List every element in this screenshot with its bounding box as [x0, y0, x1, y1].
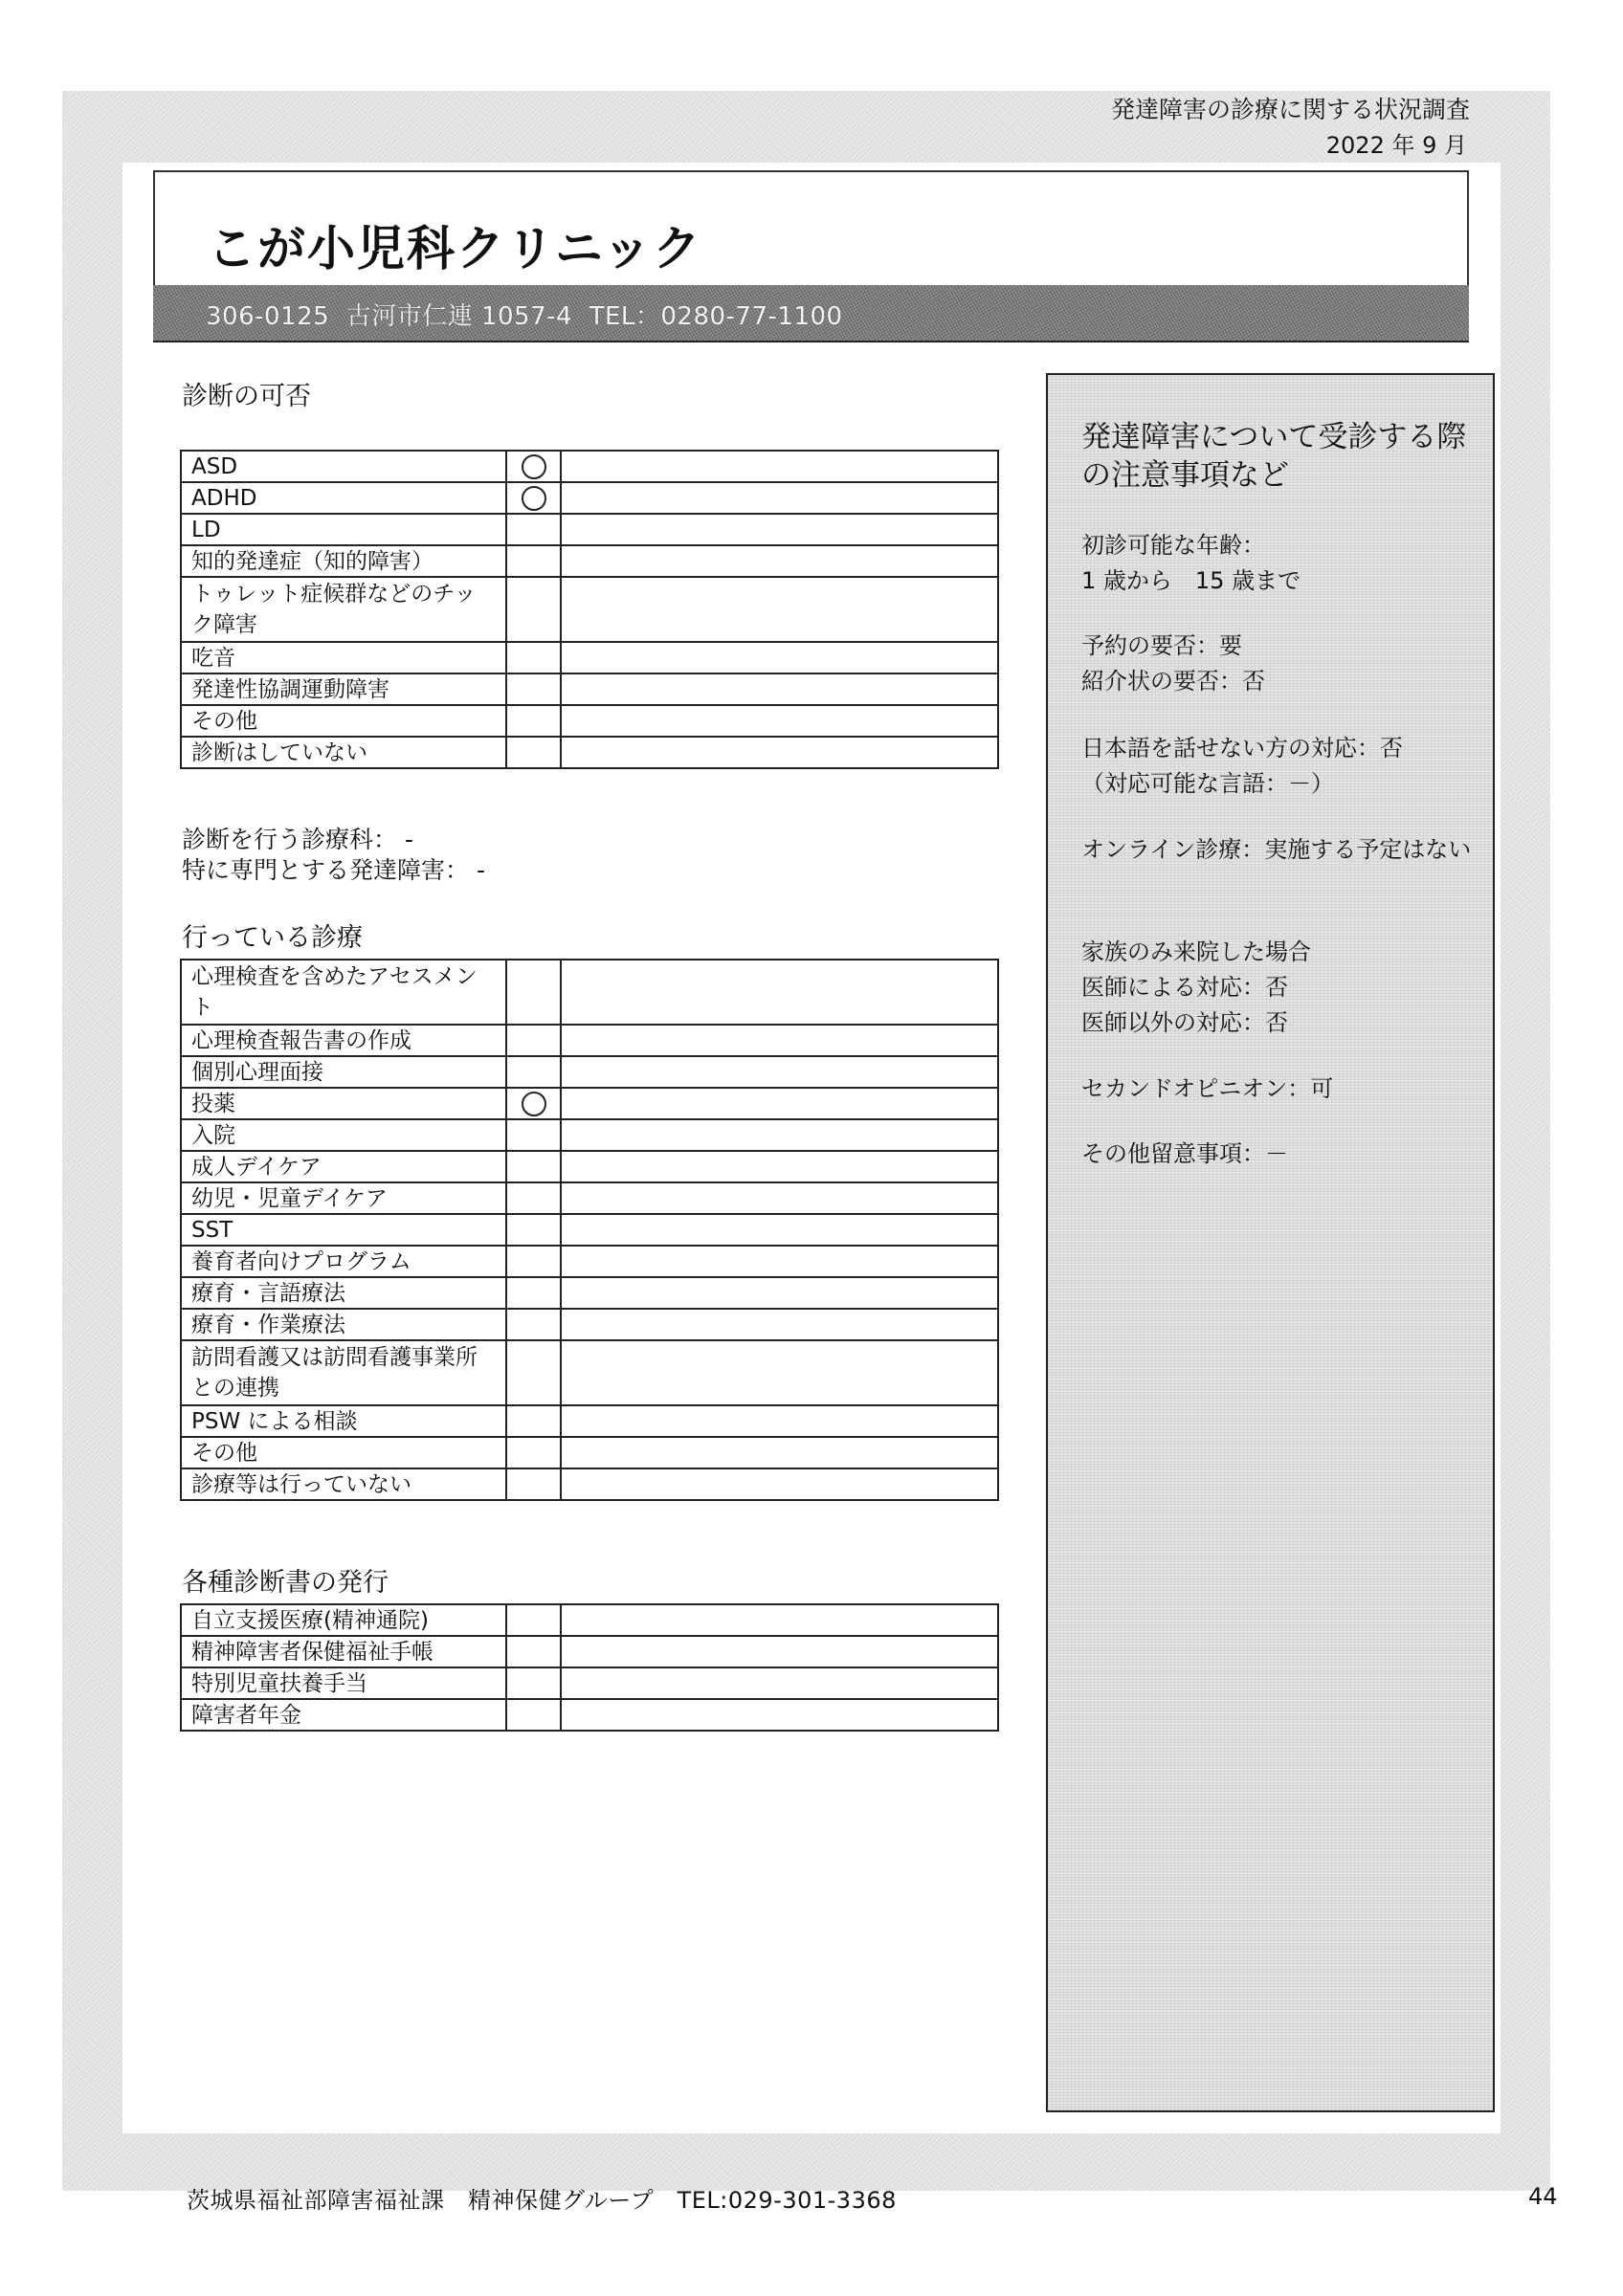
- supported-languages: （対応可能な言語：－）: [1081, 770, 1334, 797]
- note-cell: [561, 545, 998, 577]
- table-row: [181, 1214, 998, 1246]
- row-label: 自立支援医療(精神通院): [181, 1604, 506, 1636]
- diagnosis-department: 診断を行う診療科： -: [182, 826, 413, 853]
- mark-cell: [506, 1405, 561, 1437]
- row-label: 個別心理面接: [181, 1056, 506, 1088]
- note-cell: [561, 1604, 998, 1636]
- row-label: 診断はしていない: [181, 737, 506, 768]
- table-row: [181, 1309, 998, 1340]
- row-label: 吃音: [181, 642, 506, 673]
- other-notes: その他留意事項：－: [1081, 1140, 1288, 1167]
- mark-cell: [506, 1277, 561, 1309]
- mark-cell: [506, 1604, 561, 1636]
- note-cell: [561, 1151, 998, 1182]
- row-label: その他: [181, 1437, 506, 1468]
- note-cell: [561, 1214, 998, 1246]
- row-label: 特別児童扶養手当: [181, 1667, 506, 1699]
- survey-date: 2022 年 9 月: [1325, 132, 1467, 159]
- diagnosis-specialty: 特に専門とする発達障害： -: [182, 856, 485, 884]
- page-number: 44: [1528, 2183, 1558, 2210]
- survey-title: 発達障害の診療に関する状況調査: [1110, 96, 1470, 123]
- mark-cell: [506, 1309, 561, 1340]
- online-consultation: オンライン診療：実施する予定はない: [1081, 836, 1472, 863]
- row-label: 養育者向けプログラム: [181, 1246, 506, 1277]
- mark-cell: [506, 1088, 561, 1119]
- table-row: [181, 451, 998, 482]
- row-label: SST: [181, 1214, 506, 1246]
- table-row: [181, 514, 998, 545]
- mark-cell: [506, 1246, 561, 1277]
- row-label: 療育・言語療法: [181, 1277, 506, 1309]
- table-row: [181, 1025, 998, 1056]
- first-visit-age-label: 初診可能な年齢：: [1081, 532, 1265, 559]
- row-label: 精神障害者保健福祉手帳: [181, 1636, 506, 1667]
- table-row: [181, 1088, 998, 1119]
- clinic-address: 306-0125 古河市仁連 1057-4 TEL：0280-77-1100: [206, 302, 843, 331]
- family-non-doctor-response: 医師以外の対応：否: [1081, 1009, 1288, 1036]
- family-only-heading: 家族のみ来院した場合: [1081, 938, 1311, 965]
- row-label: その他: [181, 705, 506, 737]
- row-label: 幼児・児童デイケア: [181, 1182, 506, 1214]
- mark-cell: [506, 1437, 561, 1468]
- table-row: [181, 673, 998, 705]
- table-row: [181, 1277, 998, 1309]
- non-japanese-support: 日本語を話せない方の対応：否: [1081, 735, 1403, 762]
- note-cell: [561, 1246, 998, 1277]
- notes-panel: [1046, 373, 1495, 2112]
- mark-cell: [506, 705, 561, 737]
- circle-mark-icon: [522, 454, 546, 479]
- note-cell: [561, 514, 998, 545]
- row-label: LD: [181, 514, 506, 545]
- note-cell: [561, 1699, 998, 1731]
- diagnosis-heading: 診断の可否: [182, 382, 311, 411]
- table-row: [181, 1182, 998, 1214]
- mark-cell: [506, 1667, 561, 1699]
- mark-cell: [506, 1468, 561, 1500]
- table-row: [181, 1246, 998, 1277]
- table-row: [181, 1699, 998, 1731]
- mark-cell: [506, 1340, 561, 1405]
- row-label: トゥレット症候群などのチック障害: [181, 577, 506, 642]
- note-cell: [561, 1119, 998, 1151]
- note-cell: [561, 642, 998, 673]
- mark-cell: [506, 1056, 561, 1088]
- row-label: 診療等は行っていない: [181, 1468, 506, 1500]
- treatment-heading: 行っている診療: [182, 923, 363, 953]
- table-row: [181, 960, 998, 1025]
- row-label: 心理検査報告書の作成: [181, 1025, 506, 1056]
- note-cell: [561, 1437, 998, 1468]
- row-label: PSW による相談: [181, 1405, 506, 1437]
- footer-department: 茨城県福祉部障害福祉課 精神保健グループ TEL:029-301-3368: [187, 2187, 897, 2214]
- mark-cell: [506, 1636, 561, 1667]
- note-cell: [561, 737, 998, 768]
- row-label: 障害者年金: [181, 1699, 506, 1731]
- table-row: [181, 1667, 998, 1699]
- mark-cell: [506, 577, 561, 642]
- mark-cell: [506, 1182, 561, 1214]
- table-row: [181, 1405, 998, 1437]
- certificates-table: [180, 1603, 999, 1732]
- table-row: [181, 1119, 998, 1151]
- circle-mark-icon: [522, 486, 546, 511]
- note-cell: [561, 451, 998, 482]
- mark-cell: [506, 545, 561, 577]
- row-label: 療育・作業療法: [181, 1309, 506, 1340]
- row-label: 入院: [181, 1119, 506, 1151]
- family-only-visit: [1081, 935, 1483, 1041]
- table-row: [181, 1056, 998, 1088]
- note-cell: [561, 960, 998, 1025]
- table-row: [181, 737, 998, 768]
- table-row: [181, 642, 998, 673]
- language-support: [1081, 731, 1483, 802]
- mark-cell: [506, 1025, 561, 1056]
- table-row: [181, 545, 998, 577]
- note-cell: [561, 1309, 998, 1340]
- mark-cell: [506, 737, 561, 768]
- notes-panel-title: 発達障害について受診する際の注意事項など: [1081, 420, 1467, 493]
- note-cell: [561, 577, 998, 642]
- table-row: [181, 1437, 998, 1468]
- clinic-name: こが小児科クリニック: [208, 220, 702, 276]
- mark-cell: [506, 642, 561, 673]
- reservation-required: 予約の要否：要: [1081, 632, 1242, 659]
- first-visit-age: [1081, 528, 1483, 599]
- note-cell: [561, 1277, 998, 1309]
- circle-mark-icon: [522, 1092, 546, 1116]
- row-label: ADHD: [181, 482, 506, 514]
- row-label: ASD: [181, 451, 506, 482]
- mark-cell: [506, 1699, 561, 1731]
- note-cell: [561, 1340, 998, 1405]
- table-row: [181, 1340, 998, 1405]
- note-cell: [561, 482, 998, 514]
- mark-cell: [506, 482, 561, 514]
- certificates-heading: 各種診断書の発行: [182, 1568, 389, 1598]
- second-opinion: セカンドオピニオン：可: [1081, 1075, 1334, 1102]
- row-label: 投薬: [181, 1088, 506, 1119]
- table-row: [181, 1468, 998, 1500]
- table-row: [181, 1604, 998, 1636]
- note-cell: [561, 1182, 998, 1214]
- row-label: 心理検査を含めたアセスメント: [181, 960, 506, 1025]
- note-cell: [561, 1468, 998, 1500]
- mark-cell: [506, 1119, 561, 1151]
- mark-cell: [506, 451, 561, 482]
- row-label: 発達性協調運動障害: [181, 673, 506, 705]
- clinic-header: [153, 170, 1469, 285]
- mark-cell: [506, 673, 561, 705]
- note-cell: [561, 1025, 998, 1056]
- note-cell: [561, 1667, 998, 1699]
- table-row: [181, 482, 998, 514]
- table-row: [181, 1636, 998, 1667]
- table-row: [181, 1151, 998, 1182]
- note-cell: [561, 1405, 998, 1437]
- treatment-table: [180, 959, 999, 1501]
- note-cell: [561, 705, 998, 737]
- family-doctor-response: 医師による対応：否: [1081, 974, 1288, 1001]
- mark-cell: [506, 1151, 561, 1182]
- diagnosis-table: [180, 450, 999, 769]
- first-visit-age-value: 1 歳から 15 歳まで: [1081, 567, 1301, 594]
- mark-cell: [506, 1214, 561, 1246]
- mark-cell: [506, 960, 561, 1025]
- address-bar: [153, 285, 1469, 342]
- note-cell: [561, 673, 998, 705]
- mark-cell: [506, 514, 561, 545]
- note-cell: [561, 1636, 998, 1667]
- note-cell: [561, 1056, 998, 1088]
- reservation-referral: [1081, 629, 1483, 699]
- referral-required: 紹介状の要否：否: [1081, 668, 1265, 695]
- table-row: [181, 577, 998, 642]
- row-label: 訪問看護又は訪問看護事業所との連携: [181, 1340, 506, 1405]
- table-row: [181, 705, 998, 737]
- row-label: 成人デイケア: [181, 1151, 506, 1182]
- note-cell: [561, 1088, 998, 1119]
- row-label: 知的発達症（知的障害）: [181, 545, 506, 577]
